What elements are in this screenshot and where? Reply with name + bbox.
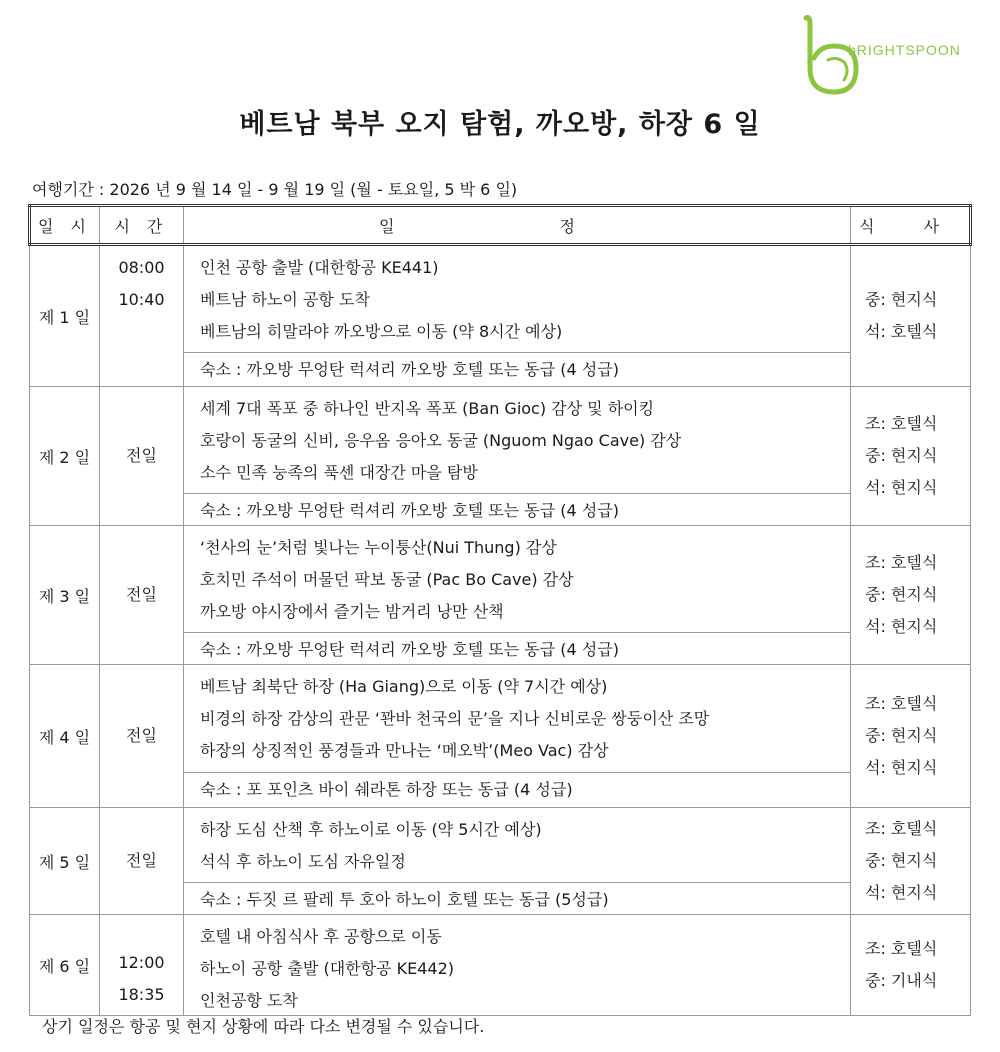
meal-item: 석: 현지식 — [865, 617, 938, 636]
meal-item: 중: 현지식 — [865, 726, 938, 745]
plan-item: 베트남 하노이 공항 도착 — [200, 290, 370, 309]
plan-item: 호치민 주석이 머물던 팍보 동굴 (Pac Bo Cave) 감상 — [200, 570, 574, 589]
plan-item: 까오방 야시장에서 즐기는 밤거리 낭만 산책 — [200, 602, 504, 621]
plan-item: 인천 공항 출발 (대한항공 KE441) — [200, 258, 439, 277]
day-row — [30, 245, 971, 387]
plan-item: 하장 도심 산책 후 하노이로 이동 (약 5시간 예상) — [200, 820, 542, 839]
time-cell — [100, 387, 184, 526]
hotel-info: 숙소 : 두짓 르 팔레 투 호아 하노이 호텔 또는 동급 (5성급) — [184, 882, 850, 917]
meal-item: 조: 호텔식 — [865, 414, 938, 433]
meal-item: 조: 호텔식 — [865, 553, 938, 572]
time-value: 전일 — [126, 585, 157, 604]
meal-item: 조: 호텔식 — [865, 819, 938, 838]
logo-text: bRIGHTSPOON — [848, 42, 961, 58]
plan-item: 하노이 공항 출발 (대한항공 KE442) — [200, 959, 454, 978]
meal-item: 조: 호텔식 — [865, 939, 938, 958]
plan-cell — [184, 915, 851, 1016]
time-value: 전일 — [126, 851, 157, 870]
plan-item: 세계 7대 폭포 중 하나인 반지옥 폭포 (Ban Gioc) 감상 및 하이킹 — [200, 399, 655, 418]
day-row — [30, 526, 971, 665]
schedule-body — [30, 245, 971, 1016]
plan-item: 호랑이 동굴의 신비, 응우옴 응아오 동굴 (Nguom Ngao Cave) 감상 — [200, 431, 682, 450]
day-label: 제 1 일 — [30, 245, 100, 387]
meal-cell — [851, 245, 971, 387]
meal-item: 조: 호텔식 — [865, 694, 938, 713]
meal-cell — [851, 915, 971, 1016]
plan-item: 소수 민족 눙족의 푹센 대장간 마을 탐방 — [200, 463, 478, 482]
header-plan: 일 정 — [184, 206, 851, 245]
time-value: 08:00 — [118, 258, 165, 277]
plan-item: 베트남 최북단 하장 (Ha Giang)으로 이동 (약 7시간 예상) — [200, 677, 608, 696]
day-label: 제 6 일 — [30, 915, 100, 1016]
time-value: 18:35 — [118, 985, 165, 1004]
plan-item: ‘천사의 눈’처럼 빛나는 누이퉁산(Nui Thung) 감상 — [200, 538, 557, 557]
meal-item: 석: 호텔식 — [865, 322, 938, 341]
schedule-header-row — [30, 206, 971, 245]
day-row — [30, 387, 971, 526]
time-value: 전일 — [126, 726, 157, 745]
plan-item: 비경의 하장 감상의 관문 ‘꽌바 천국의 문’을 지나 신비로운 쌍둥이산 조망 — [200, 709, 710, 728]
time-value: 10:40 — [118, 290, 165, 309]
plan-cell — [184, 526, 851, 665]
header-time: 시 간 — [100, 206, 184, 245]
hotel-info: 숙소 : 포 포인츠 바이 쉐라톤 하장 또는 동급 (4 성급) — [184, 772, 850, 807]
hotel-info: 숙소 : 까오방 무엉탄 럭셔리 까오방 호텔 또는 동급 (4 성급) — [184, 493, 850, 528]
meal-item: 중: 기내식 — [865, 971, 938, 990]
meal-item: 중: 현지식 — [865, 585, 938, 604]
header-meal: 식 사 — [851, 206, 971, 245]
plan-item: 호텔 내 아침식사 후 공항으로 이동 — [200, 927, 442, 946]
plan-cell — [184, 245, 851, 387]
plan-item: 석식 후 하노이 도심 자유일정 — [200, 852, 406, 871]
meal-cell — [851, 387, 971, 526]
plan-item: 인천공항 도착 — [200, 991, 298, 1010]
travel-period: 여행기간 : 2026 년 9 월 14 일 - 9 월 19 일 (월 - 토요일, 5 박 6 일) — [32, 180, 518, 199]
schedule-table — [28, 204, 972, 1016]
day-label: 제 5 일 — [30, 808, 100, 915]
plan-cell — [184, 387, 851, 526]
meal-item: 중: 현지식 — [865, 851, 938, 870]
page-title: 베트남 북부 오지 탐험, 까오방, 하장 6 일 — [239, 109, 761, 140]
meal-item: 석: 현지식 — [865, 478, 938, 497]
meal-item: 중: 현지식 — [865, 290, 938, 309]
hotel-info: 숙소 : 까오방 무엉탄 럭셔리 까오방 호텔 또는 동급 (4 성급) — [184, 352, 850, 387]
day-row — [30, 808, 971, 915]
meal-item: 석: 현지식 — [865, 883, 938, 902]
day-row — [30, 665, 971, 808]
plan-cell — [184, 808, 851, 915]
day-row — [30, 915, 971, 1016]
meal-item: 중: 현지식 — [865, 446, 938, 465]
time-value: 전일 — [126, 446, 157, 465]
day-label: 제 3 일 — [30, 526, 100, 665]
day-label: 제 2 일 — [30, 387, 100, 526]
time-value: 12:00 — [118, 953, 165, 972]
day-label: 제 4 일 — [30, 665, 100, 808]
time-cell — [100, 245, 184, 387]
meal-cell — [851, 526, 971, 665]
meal-cell — [851, 808, 971, 915]
time-cell — [100, 526, 184, 665]
header-day: 일 시 — [30, 206, 100, 245]
time-cell — [100, 665, 184, 808]
meal-item: 석: 현지식 — [865, 758, 938, 777]
time-cell — [100, 808, 184, 915]
plan-cell — [184, 665, 851, 808]
plan-item: 베트남의 히말라야 까오방으로 이동 (약 8시간 예상) — [200, 322, 563, 341]
meal-cell — [851, 665, 971, 808]
plan-item: 하장의 상징적인 풍경들과 만나는 ‘메오박’(Meo Vac) 감상 — [200, 741, 609, 760]
time-cell — [100, 915, 184, 1016]
hotel-info: 숙소 : 까오방 무엉탄 럭셔리 까오방 호텔 또는 동급 (4 성급) — [184, 632, 850, 667]
footnote: 상기 일정은 항공 및 현지 상황에 따라 다소 변경될 수 있습니다. — [42, 1017, 485, 1036]
